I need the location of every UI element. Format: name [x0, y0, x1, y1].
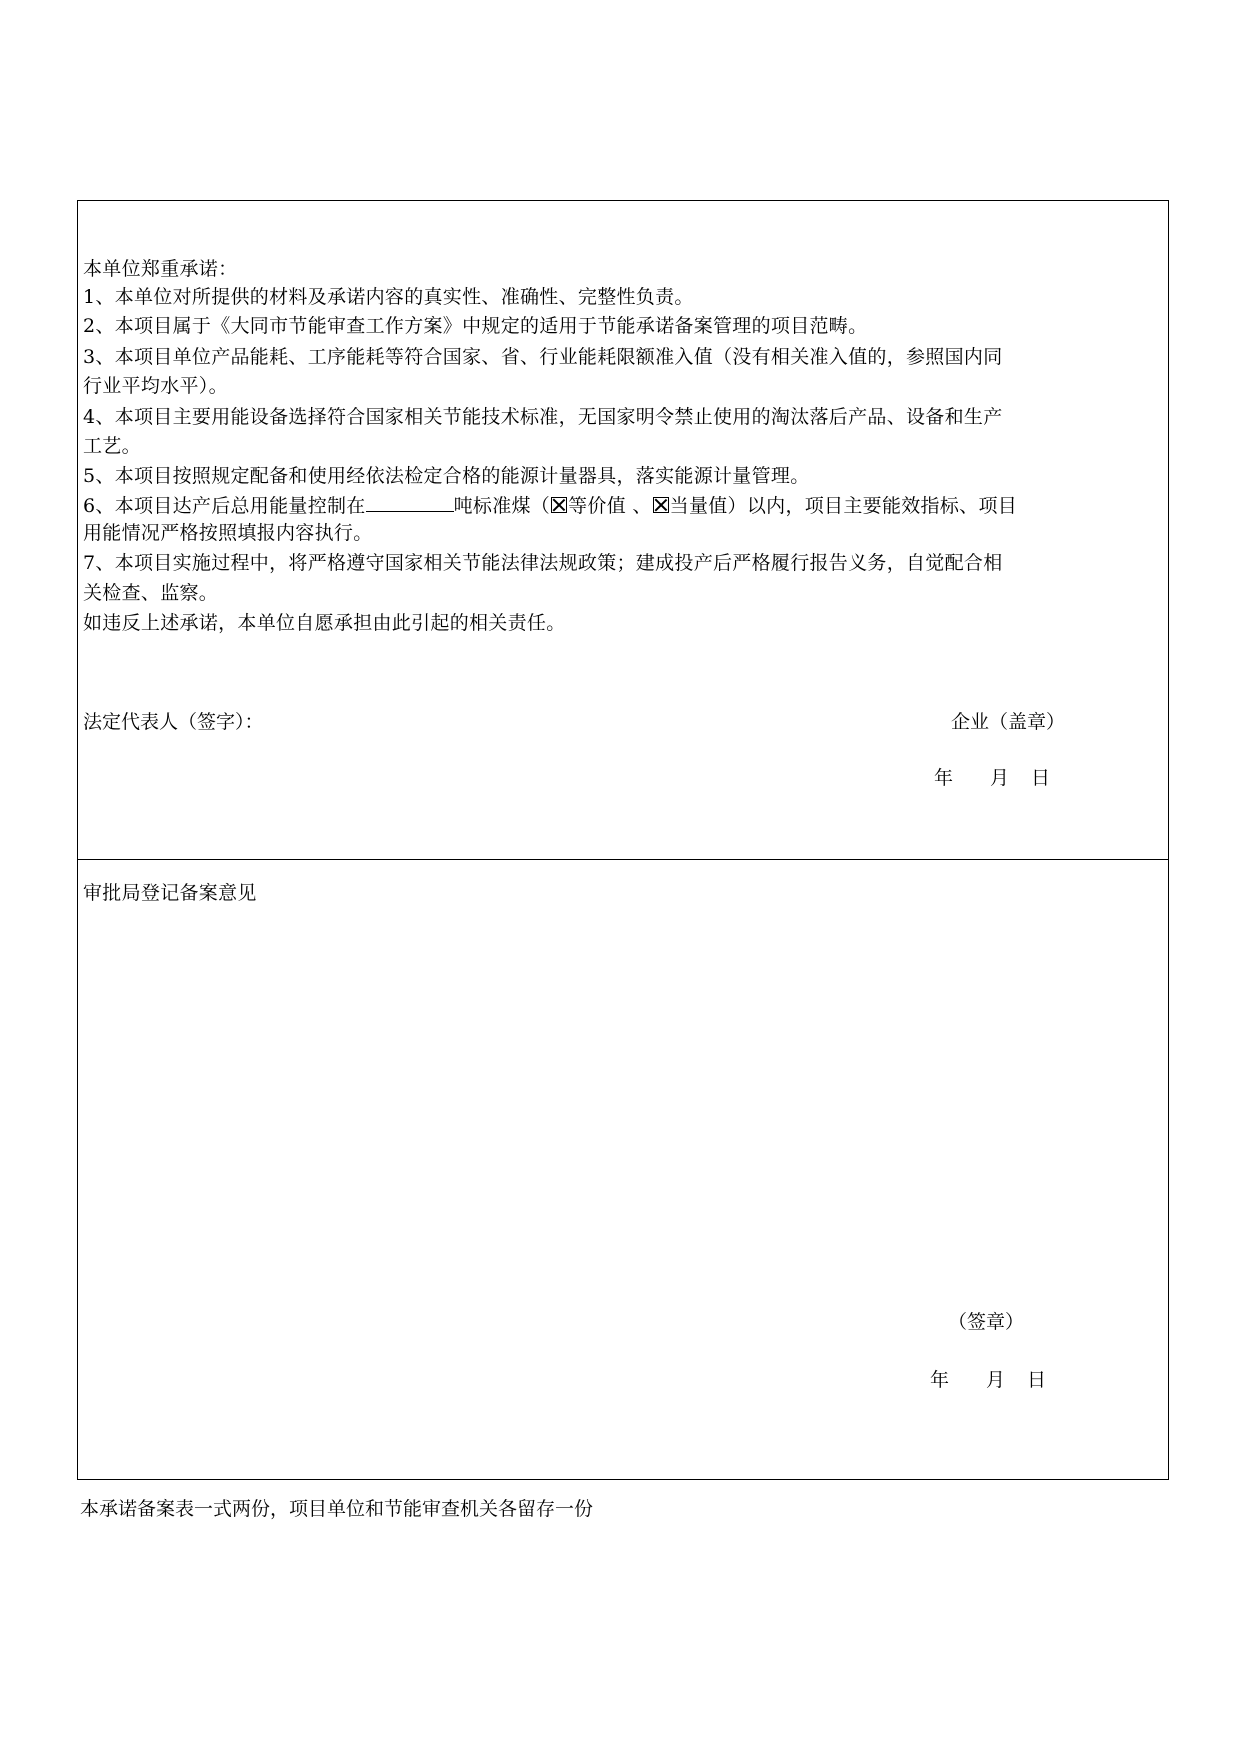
- commitment-intro: 本单位郑重承诺：: [83, 258, 238, 280]
- approval-date-month: 月: [986, 1369, 1006, 1391]
- commitment-item-6-line-1: [83, 493, 1017, 518]
- energy-amount-blank[interactable]: [366, 493, 454, 512]
- commitment-item-3-line-1: 3、本项目单位产品能耗、工序能耗等符合国家、省、行业能耗限额准入值（没有相关准入值的，参照国内同: [83, 346, 1003, 368]
- commitment-closing: 如违反上述承诺，本单位自愿承担由此引起的相关责任。: [83, 612, 566, 634]
- date-day: 日: [1031, 767, 1051, 789]
- commitment-date: [934, 766, 1050, 790]
- commitment-item-2: 2、本项目属于《大同市节能审查工作方案》中规定的适用于节能承诺备案管理的项目范畴。: [83, 315, 868, 337]
- approval-section: [78, 859, 1168, 1479]
- date-year: 年: [934, 767, 954, 789]
- commitment-item-7-line-1: 7、本项目实施过程中，将严格遵守国家相关节能法律法规政策；建成投产后严格履行报告义务，自觉配合相: [83, 552, 1003, 574]
- commitment-item-1: 1、本单位对所提供的材料及承诺内容的真实性、准确性、完整性负责。: [83, 286, 694, 308]
- item-6-unit: 吨标准煤（: [453, 495, 551, 517]
- commitment-item-4-line-1: 4、本项目主要用能设备选择符合国家相关节能技术标准，无国家明令禁止使用的淘汰落后产品、设备和生产: [83, 406, 1003, 428]
- footer-note: 本承诺备案表一式两份，项目单位和节能审查机关各留存一份: [80, 1498, 594, 1520]
- approval-seal-label: （签章）: [948, 1311, 1025, 1333]
- commitment-item-7-line-2: 关检查、监察。: [83, 582, 219, 604]
- commitment-item-4-line-2: 工艺。: [83, 435, 141, 457]
- commitment-section: [78, 201, 1168, 860]
- equivalent-value-checkbox[interactable]: [551, 497, 567, 513]
- approval-date-year: 年: [930, 1369, 950, 1391]
- commitment-item-3-line-2: 行业平均水平）。: [83, 375, 228, 397]
- approval-date: [930, 1368, 1046, 1392]
- commitment-item-6-line-2: 用能情况严格按照填报内容执行。: [83, 522, 373, 544]
- enterprise-seal-label: 企业（盖章）: [951, 711, 1066, 733]
- item-6-prefix: 6、本项目达产后总用能量控制在: [83, 495, 366, 517]
- commitment-form-table: [77, 200, 1169, 1480]
- legal-representative-signature-label: 法定代表人（签字）：: [83, 711, 264, 733]
- item-6-option-2: 当量值）以内，项目主要能效指标、项目: [669, 495, 1018, 517]
- date-month: 月: [990, 767, 1010, 789]
- standard-value-checkbox[interactable]: [653, 497, 669, 513]
- item-6-option-1: 等价值 、: [568, 495, 652, 517]
- approval-title: 审批局登记备案意见: [83, 882, 257, 904]
- commitment-item-5: 5、本项目按照规定配备和使用经依法检定合格的能源计量器具，落实能源计量管理。: [83, 465, 810, 487]
- approval-date-day: 日: [1027, 1369, 1047, 1391]
